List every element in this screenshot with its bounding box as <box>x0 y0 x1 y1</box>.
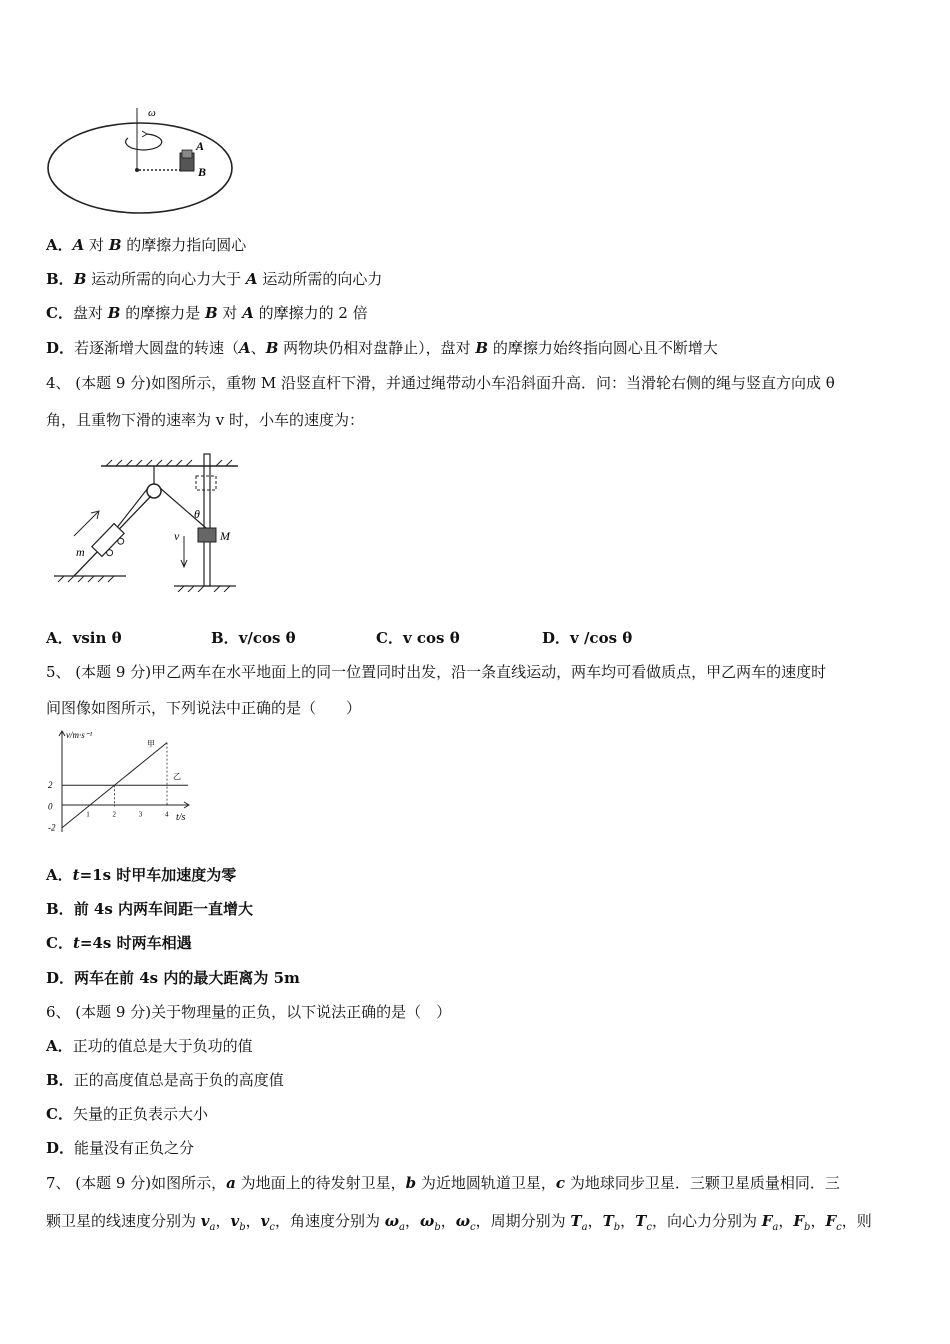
label-m-big: M <box>220 529 230 543</box>
label-m-small: m <box>76 545 85 559</box>
q5-option-c: C．t=4s 时两车相遇 <box>46 934 192 952</box>
vertical-rod <box>204 454 210 586</box>
pulley-figure <box>46 440 246 592</box>
q4-option-a: A．vsin θ <box>46 629 122 647</box>
legend-yi: 乙 <box>173 772 181 782</box>
legend-jia: 甲 <box>147 739 155 749</box>
cart-arrow <box>74 512 98 536</box>
q3-option-d: D．若逐渐增大圆盘的转速（A、B 两物块仍相对盘静止），盘对 B 的摩擦力始终指向圆心且不断增大 <box>46 339 718 357</box>
vt-chart <box>40 728 200 838</box>
q4-stem-line2: 角，且重物下滑的速率为 v 时，小车的速度为： <box>46 411 365 429</box>
label-b: B <box>198 165 207 179</box>
q5-option-d: D．两车在前 4s 内的最大距离为 5m <box>46 969 300 987</box>
q4-stem-line1: 4、 (本题 9 分)如图所示，重物 M 沿竖直杆下滑，并通过绳带动小车沿斜面升高．问：当滑轮右侧的绳与竖直方向成 θ <box>46 374 835 392</box>
q6-stem: 6、 (本题 9 分)关于物理量的正负，以下说法正确的是（ ） <box>46 1003 452 1021</box>
y-axis-label: v/m·s⁻¹ <box>66 730 93 740</box>
q6-option-b: B．正的高度值总是高于负的高度值 <box>46 1071 284 1089</box>
cart <box>92 524 129 561</box>
label-theta: θ <box>194 507 200 521</box>
q7-stem-line1: 7、 (本题 9 分)如图所示，a 为地面上的待发射卫星，b 为近地圆轨道卫星，c 为地球同步卫星．三颗卫星质量相同．三 <box>46 1174 840 1192</box>
block-a <box>182 150 192 158</box>
x-tick-label-3: 3 <box>138 810 143 819</box>
pulley <box>147 484 161 498</box>
q6-option-d: D．能量没有正负之分 <box>46 1139 195 1157</box>
q3-option-c: C．盘对 B 的摩擦力是 B 对 A 的摩擦力的 2 倍 <box>46 304 368 322</box>
reference-dashed <box>196 476 216 490</box>
label-v: v <box>174 529 180 543</box>
omega-label: ω <box>148 107 156 119</box>
q4-option-c: C．v cos θ <box>376 629 460 647</box>
q4-option-d: D．v /cos θ <box>542 629 633 647</box>
label-a: A <box>196 139 205 153</box>
q3-option-b: B．B 运动所需的向心力大于 A 运动所需的向心力 <box>46 270 383 288</box>
q7-stem-line2: 颗卫星的线速度分别为 $v_a$，$v_b$，$v_c$，角速度分别为 $\omega_a$，$\omega_b$，$\omega_c$，周期分别为 $T_a$，$T_b$，$T_c$，向心力分别为 $F_a$，$F_b$，$F_c$，则 <box>46 1212 872 1233</box>
q4-options <box>46 627 906 647</box>
y-tick-label--2: -2 <box>48 822 56 833</box>
y-tick-label-2: 2 <box>48 780 53 791</box>
disc-figure <box>46 98 242 218</box>
q6-option-a: A．正功的值总是大于负功的值 <box>46 1037 253 1055</box>
x-tick-label-1: 1 <box>86 810 90 819</box>
q4-option-b: B．v/cos θ <box>211 629 296 647</box>
x-tick-label-4: 4 <box>165 810 169 819</box>
y-tick-label-0: 0 <box>48 801 53 812</box>
q5-stem-line2: 间图像如图所示，下列说法中正确的是（ ） <box>46 699 362 717</box>
q6-option-c: C．矢量的正负表示大小 <box>46 1105 208 1123</box>
q3-option-a: A．A 对 B 的摩擦力指向圆心 <box>46 236 247 254</box>
q5-option-b: B．前 4s 内两车间距一直增大 <box>46 900 254 918</box>
x-axis-label: t/s <box>176 812 186 823</box>
x-tick-label-2: 2 <box>112 810 116 819</box>
q5-stem-line1: 5、 (本题 9 分)甲乙两车在水平地面上的同一位置同时出发，沿一条直线运动，两车均可看做质点，甲乙两车的速度时 <box>46 663 827 681</box>
q5-option-a: A．t=1s 时甲车加速度为零 <box>46 866 237 884</box>
block-m-heavy <box>198 528 216 542</box>
